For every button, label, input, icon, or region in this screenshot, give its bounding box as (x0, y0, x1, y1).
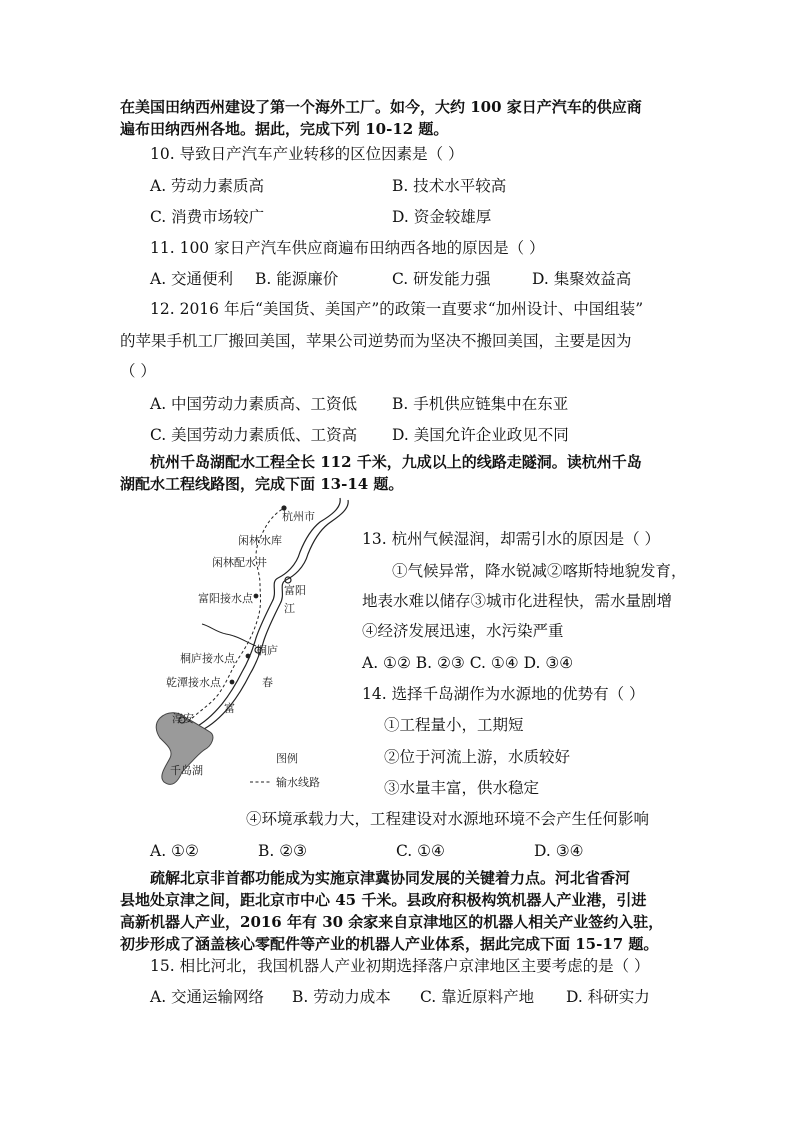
intro-2-line-2: 湖配水工程线路图，完成下面 13-14 题。 (120, 475, 404, 493)
question-12-option-b: B. 手机供应链集中在东亚 (392, 395, 569, 413)
intro-3-line-1: 疏解北京非首都功能成为实施京津冀协同发展的关键着力点。河北省香河 (150, 869, 631, 887)
question-14-option-4: ④环境承载力大，工程建设对水源地环境不会产生任何影响 (246, 810, 650, 828)
question-13-option-line-2: 地表水难以储存③城市化进程快，需水量剧增 (362, 592, 673, 610)
question-14-option-3: ③水量丰富，供水稳定 (384, 779, 540, 797)
question-13-option-line-3: ④经济发展迅速，水污染严重 (362, 622, 564, 640)
label-chun: 春 (262, 676, 273, 689)
question-13-answers: A. ①② B. ②③ C. ①④ D. ③④ (362, 654, 574, 672)
question-10-option-a: A. 劳动力素质高 (150, 177, 265, 195)
water-diversion-route-map (150, 496, 365, 806)
question-12-line-1: 12. 2016 年后“美国货、美国产”的政策一直要求“加州设计、中国组装” (150, 300, 644, 318)
intro-1-line-2: 遍布田纳西州各地。据此，完成下列 10-12 题。 (120, 120, 449, 138)
label-fuyang-intake: 富阳接水点 (198, 592, 253, 605)
legend-title: 图例 (276, 752, 298, 765)
question-15-option-c: C. 靠近原料产地 (420, 988, 535, 1006)
question-12-line-2: 的苹果手机工厂搬回美国，苹果公司逆势而为坚决不搬回美国，主要是因为 (120, 332, 632, 350)
question-14-option-1: ①工程量小，工期短 (384, 716, 524, 734)
label-jiang: 江 (284, 602, 295, 615)
question-10-option-b: B. 技术水平较高 (392, 177, 507, 195)
question-14-answer-a: A. ①② (150, 842, 199, 860)
label-tonglu-intake: 桐庐接水点 (180, 652, 235, 665)
label-fuyang: 富阳 (284, 584, 306, 597)
label-qiandao-lake: 千岛湖 (170, 764, 203, 777)
question-13-stem: 13. 杭州气候湿润，却需引水的原因是（ ） (362, 530, 661, 548)
question-10-option-c: C. 消费市场较广 (150, 208, 265, 226)
label-xianlin-well: 闲林配水井 (212, 556, 267, 569)
question-11-option-d: D. 集聚效益高 (532, 270, 632, 288)
question-10-stem: 10. 导致日产汽车产业转移的区位因素是（ ） (150, 145, 464, 163)
intro-3-line-2: 县地处京津之间，距北京市中心 45 千米。县政府积极构筑机器人产业港，引进 (120, 891, 647, 909)
intro-1-line-1: 在美国田纳西州建设了第一个海外工厂。如今，大约 100 家日产汽车的供应商 (120, 98, 642, 116)
question-15-option-b: B. 劳动力成本 (292, 988, 391, 1006)
question-13-option-line-1: ①气候异常，降水锐减②喀斯特地貌发育， (392, 562, 687, 580)
legend-route-label: 输水线路 (276, 776, 320, 789)
question-12-option-d: D. 美国允许企业政见不同 (392, 426, 569, 444)
label-xianlin-reservoir: 闲林水库 (238, 534, 282, 547)
label-hangzhou: 杭州市 (282, 510, 315, 523)
question-12-option-a: A. 中国劳动力素质高、工资低 (150, 395, 358, 413)
question-14-stem: 14. 选择千岛湖作为水源地的优势有（ ） (362, 685, 645, 703)
question-14-answer-b: B. ②③ (258, 842, 308, 860)
question-11-option-c: C. 研发能力强 (392, 270, 491, 288)
question-15-option-d: D. 科研实力 (566, 988, 650, 1006)
question-11-option-b: B. 能源廉价 (255, 270, 339, 288)
question-11-stem: 11. 100 家日产汽车供应商遍布田纳西各地的原因是（ ） (150, 239, 545, 257)
question-15-option-a: A. 交通运输网络 (150, 988, 265, 1006)
question-15-stem: 15. 相比河北，我国机器人产业初期选择落户京津地区主要考虑的是（ ） (150, 957, 650, 975)
label-chunan: 淳安 (172, 712, 194, 725)
tonglu-intake-point (246, 654, 251, 659)
label-fu: 富 (224, 702, 235, 715)
intro-3-line-4: 初步形成了涵盖核心零配件等产业的机器人产业体系，据此完成下面 15-17 题。 (120, 935, 659, 953)
intro-3-line-3: 高新机器人产业，2016 年有 30 余家来自京津地区的机器人相关产业签约入驻， (120, 913, 664, 931)
question-14-answer-d: D. ③④ (534, 842, 584, 860)
river-bank-west (194, 498, 340, 728)
question-14-answer-c: C. ①④ (396, 842, 445, 860)
question-12-line-3: （ ） (120, 362, 156, 380)
question-10-option-d: D. 资金较雄厚 (392, 208, 492, 226)
question-12-option-c: C. 美国劳动力素质低、工资高 (150, 426, 358, 444)
label-tonglu: 桐庐 (256, 644, 278, 657)
intro-2-line-1: 杭州千岛湖配水工程全长 112 千米，九成以上的线路走隧洞。读杭州千岛 (150, 453, 642, 471)
qiantan-intake-point (230, 680, 235, 685)
question-14-option-2: ②位于河流上游，水质较好 (384, 748, 571, 766)
label-qiantan-intake: 乾潭接水点 (166, 676, 221, 689)
fuyang-intake-point (254, 594, 259, 599)
question-11-option-a: A. 交通便利 (150, 270, 234, 288)
